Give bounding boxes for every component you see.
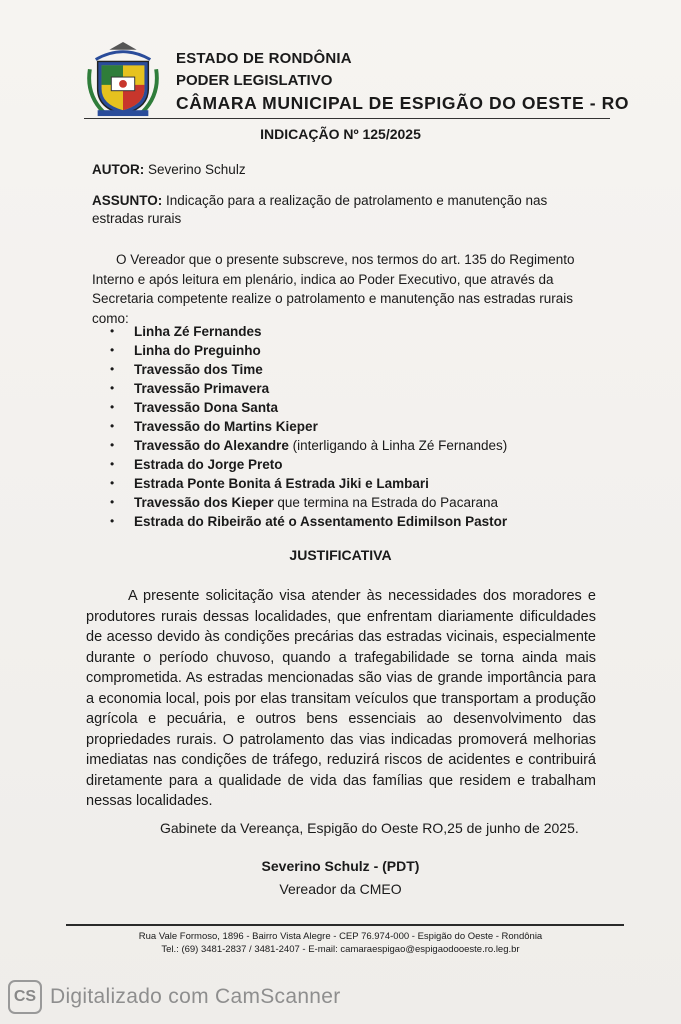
footer-divider	[66, 924, 624, 926]
road-name: Linha do Preguinho	[134, 343, 261, 358]
bullet-icon: •	[110, 381, 115, 395]
road-list-item	[110, 322, 507, 341]
road-name: Estrada do Ribeirão até o Assentamento Edimilson Pastor	[134, 514, 508, 529]
bullet-icon: •	[110, 495, 115, 509]
road-list-item	[110, 379, 507, 398]
justification-heading: JUSTIFICATIVA	[289, 547, 392, 563]
road-name: Linha Zé Fernandes	[134, 324, 262, 339]
road-name: Travessão do Alexandre	[134, 438, 289, 453]
road-name: Travessão Primavera	[134, 381, 270, 396]
place-date: Gabinete da Vereança, Espigão do Oeste RO,25 de junho de 2025.	[160, 820, 579, 836]
bullet-icon: •	[110, 362, 115, 376]
road-name: Travessão dos Time	[134, 362, 263, 377]
road-note: que termina na Estrada do Pacarana	[273, 495, 498, 510]
signer-role: Vereador da CMEO	[279, 881, 402, 897]
road-name: Travessão do Martins Kieper	[134, 419, 318, 434]
bullet-icon: •	[110, 343, 115, 357]
coat-of-arms-icon	[84, 40, 162, 118]
camscanner-watermark	[8, 980, 341, 1014]
road-list-item	[110, 341, 507, 360]
subject-value: Indicação para a realização de patrolamento e manutenção nas estradas rurais	[92, 193, 548, 226]
bullet-icon: •	[110, 438, 115, 452]
road-list-item	[110, 455, 507, 474]
footer-contact: Tel.: (69) 3481-2837 / 3481-2407 - E-mail: camaraespigao@espigaodooeste.ro.leg.br	[161, 944, 520, 955]
header-divider	[84, 118, 610, 119]
road-list-item	[110, 474, 507, 493]
document-title: INDICAÇÃO Nº 125/2025	[260, 126, 421, 142]
author-value: Severino Schulz	[148, 162, 246, 177]
author-label: AUTOR:	[92, 162, 145, 177]
road-list-item	[110, 360, 507, 379]
justification-paragraph: A presente solicitação visa atender às necessidades dos moradores e produtores rurais dessas localidades, que enfrentam diariamente dificuldades de acesso devido às condições precárias das estradas vicinais, especialmente durante o período chuvoso, quando a trafegabilidade se torna ainda mais comprometida. As estradas mencionadas são vias de grande importância para a economia local, pois por elas transitam veículos que transportam a produção agrícola e pecuária, e outros bens essenciais ao desenvolvimento das propriedades rurais. O patrolamento das vias indicadas promoverá melhorias imediatas nas condições de tráfego, reduzirá riscos de acidentes e contribuirá diretamente para a qualidade de vida das famílias que residem e trabalham nessas localidades.	[86, 588, 596, 809]
roads-list	[110, 322, 507, 531]
chamber-name: CÂMARA MUNICIPAL DE ESPIGÃO DO OESTE - RO	[176, 93, 630, 113]
bullet-icon: •	[110, 400, 115, 414]
legislative-power: PODER LEGISLATIVO	[176, 72, 333, 89]
road-name: Travessão Dona Santa	[134, 400, 279, 415]
road-name: Estrada Ponte Bonita á Estrada Jiki e Lambari	[134, 476, 429, 491]
road-note: (interligando à Linha Zé Fernandes)	[288, 438, 508, 453]
subject-line	[92, 192, 592, 228]
bullet-icon: •	[110, 457, 115, 471]
road-list-item	[110, 398, 507, 417]
bullet-icon: •	[110, 514, 115, 528]
state-name: ESTADO DE RONDÔNIA	[176, 50, 352, 67]
letterhead-text	[176, 50, 629, 114]
footer-address: Rua Vale Formoso, 1896 - Bairro Vista Alegre - CEP 76.974-000 - Espigão do Oeste - Rondônia	[138, 931, 543, 942]
road-name: Estrada do Jorge Preto	[134, 457, 283, 472]
road-list-item	[110, 512, 507, 531]
camscanner-text: Digitalizado com CamScanner	[50, 985, 341, 1008]
road-name: Travessão dos Kieper	[134, 495, 274, 510]
bullet-icon: •	[110, 324, 115, 338]
camscanner-logo-icon: CS	[8, 980, 42, 1014]
road-list-item	[110, 493, 507, 512]
subject-label: ASSUNTO:	[92, 193, 163, 208]
intro-paragraph: O Vereador que o presente subscreve, nos termos do art. 135 do Regimento Interno e após leitura em plenário, indica ao Poder Executivo, que através da Secretaria competente realize o patrolamento e manutenção nas estradas rurais como:	[92, 252, 575, 326]
road-list-item	[110, 436, 507, 455]
letterhead	[84, 40, 644, 120]
bullet-icon: •	[110, 419, 115, 433]
signer-name: Severino Schulz - (PDT)	[261, 858, 420, 874]
road-list-item	[110, 417, 507, 436]
author-line	[92, 162, 246, 177]
bullet-icon: •	[110, 476, 115, 490]
